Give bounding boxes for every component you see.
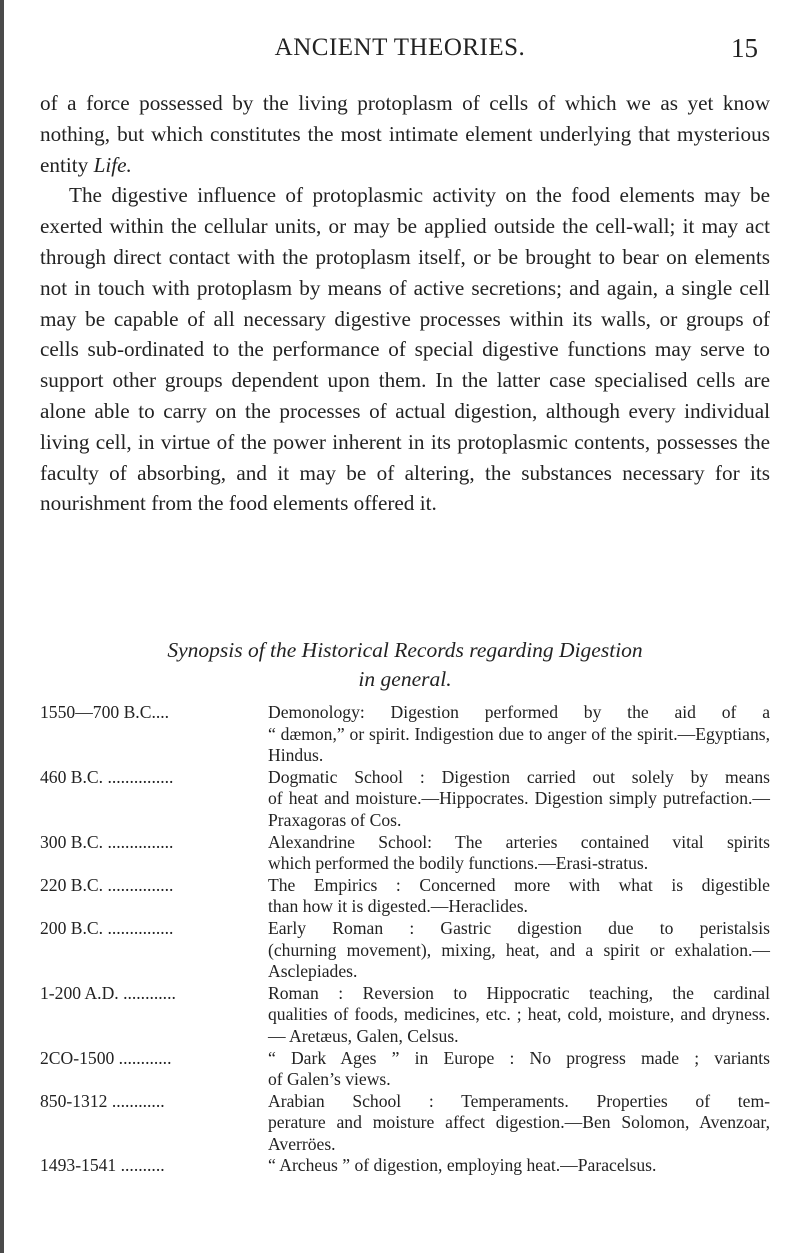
body-text [40,88,770,519]
entry-first-line: Arabian School : Temperaments. Properties of tem- [268,1090,770,1111]
entry-description [268,1048,770,1091]
entry-first-line: Early Roman : Gastric digestion due to peristalsis [268,917,770,938]
running-title: ANCIENT THEORIES. [274,34,526,61]
synopsis-entry [40,832,770,875]
entry-continuation: of Galen’s views. [268,1069,391,1090]
entry-description [268,983,770,1048]
entry-first-line: Demonology: Digestion performed by the aid of a [268,702,770,722]
synopsis-entry [40,875,770,918]
entry-date: 460 B.C. ............... [40,766,174,787]
entry-date: 1-200 A.D. ............ [40,982,176,1003]
entry-first-line: The Empirics : Concerned more with what is digestible [268,874,770,895]
entry-continuation: “ dæmon,” or spirit. Indigestion due to anger of the spirit.—Egyptians, Hindus. [268,723,770,766]
entry-description [268,702,770,767]
entry-description [268,767,770,832]
synopsis-heading-line-2: in general. [358,667,452,691]
entry-first-line: Dogmatic School : Digestion carried out solely by means [268,766,770,787]
entry-date: 1550—700 B.C.... [40,702,170,722]
entry-date: 850-1312 ............ [40,1090,165,1111]
page-number: 15 [731,33,758,63]
entry-date: 300 B.C. ............... [40,831,174,852]
entry-continuation: than how it is digested.—Heraclides. [268,896,528,917]
synopsis-heading-line-1: Synopsis of the Historical Records regarding Digestion [167,638,643,662]
entry-continuation: (churning movement), mixing, heat, and a spirit or exhalation.—Asclepiades. [268,939,770,982]
entry-date: 220 B.C. ............... [40,874,174,895]
paragraph-1-text: of a force possessed by the living protoplasm of cells of which we as yet know nothing, but which constitutes the most intimate element underlying that mysterious entity [40,91,770,177]
entry-first-line: “ Archeus ” of digestion, employing heat.—Paracelsus. [268,1155,657,1176]
paragraph-1-italic-word: Life. [93,152,132,177]
synopsis-entry [40,1155,770,1177]
synopsis-entry [40,918,770,983]
entry-first-line: Roman : Reversion to Hippocratic teaching, the cardinal [268,982,770,1003]
synopsis-entry [40,702,770,767]
running-head [0,30,800,66]
synopsis-entry [40,983,770,1048]
synopsis-entry [40,1048,770,1091]
page-edge-shadow [0,0,4,1253]
synopsis-heading [40,636,770,694]
entry-continuation: qualities of foods, medicines, etc. ; heat, cold, moisture, and dryness. — Aretæus, Galen, Celsus. [268,1004,770,1046]
entry-first-line: “ Dark Ages ” in Europe : No progress made ; variants [268,1047,770,1068]
entry-description [268,875,770,918]
entry-first-line: Alexandrine School: The arteries contained vital spirits [268,831,770,852]
entry-date: 2CO-1500 ............ [40,1047,172,1068]
entry-description [268,1155,770,1177]
entry-continuation: which performed the bodily functions.—Erasi-stratus. [268,853,649,874]
entry-date: 200 B.C. ............... [40,917,174,938]
synopsis-entries [40,702,770,1177]
entry-continuation: perature and moisture affect digestion.—Ben Solomon, Avenzoar, Averröes. [268,1112,770,1154]
entry-description [268,918,770,983]
synopsis-entry [40,1091,770,1156]
entry-description [268,1091,770,1156]
paragraph-digestive-influence: The digestive influence of protoplasmic activity on the food elements may be exerted within the cellular units, or may be applied outside the cell-wall; it may act through direct contact with the protoplasm itself, or be brought to bear on elements not in touch with protoplasm by means of active secretions; and again, a single cell may be capable of all necessary digestive processes within its walls, or groups of cells sub-ordinated to the performance of special digestive functions may serve to support other groups dependent upon them. In the latter case specialised cells are alone able to carry on the processes of actual digestion, although every individual living cell, in virtue of the power inherent in its protoplasmic contents, possesses the faculty of absorbing, and it may be of altering, the substances necessary for its nourishment from the food elements offered it. [40,183,770,516]
entry-date: 1493-1541 .......... [40,1155,165,1176]
entry-continuation: of heat and moisture.—Hippocrates. Digestion simply putrefaction.—Praxagoras of Cos. [268,788,770,830]
paragraph-continued [40,88,770,180]
entry-description [268,832,770,875]
synopsis-entry [40,767,770,832]
